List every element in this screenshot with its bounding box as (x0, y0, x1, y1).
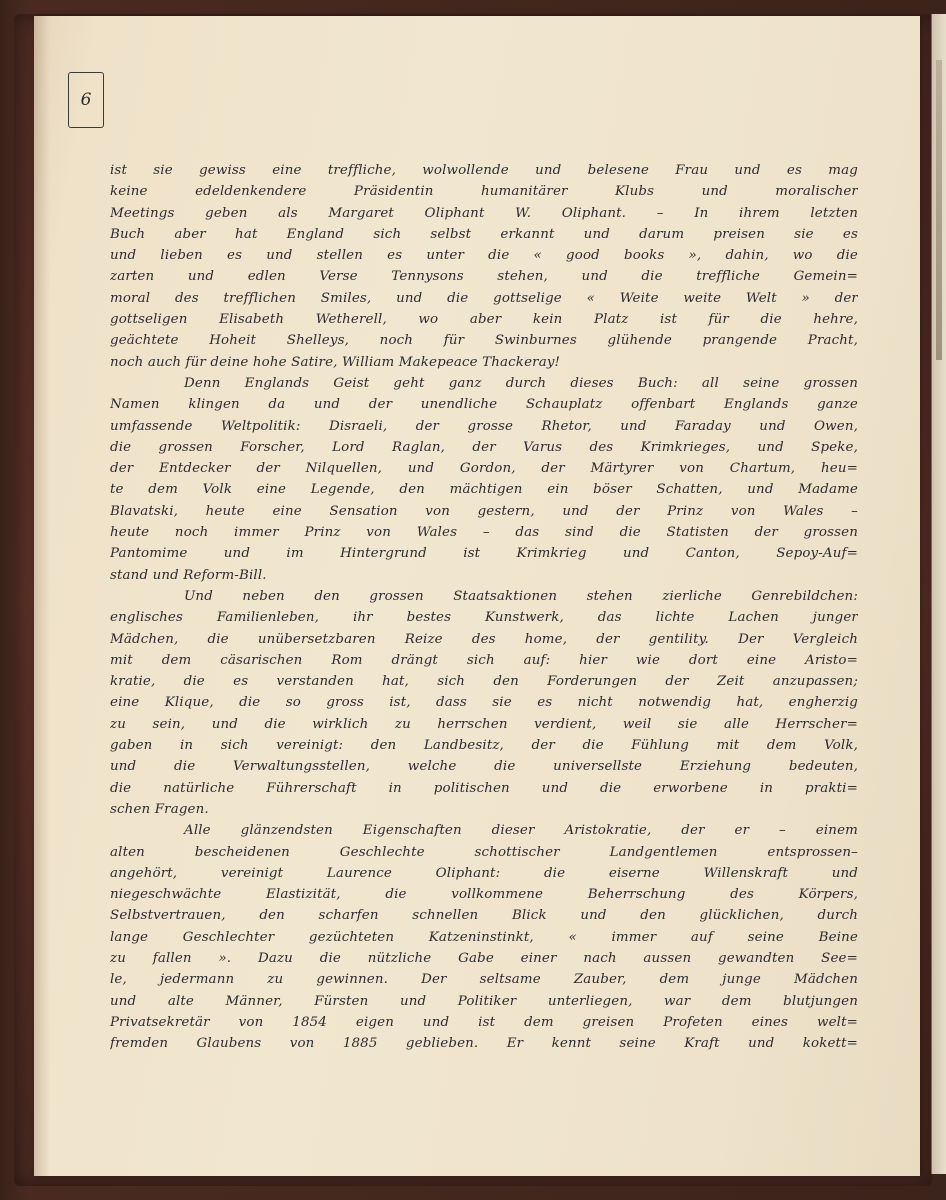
text-line: fremden Glaubens von 1885 geblieben. Er kennt seine Kraft und kokett= (110, 1036, 858, 1052)
text-line: noch auch für deine hohe Satire, William Makepeace Thackeray! (110, 354, 561, 370)
text-line: zu fallen ». Dazu die nützliche Gabe einer nach aussen gewandten See= (110, 950, 858, 966)
text-line: angehört, vereinigt Laurence Oliphant: die eiserne Willenskraft und (110, 865, 858, 881)
text-line: und alte Männer, Fürsten und Politiker unterliegen, war dem blutjungen (110, 993, 858, 1009)
text-line: schen Fragen. (110, 801, 209, 817)
text-line: englisches Familienleben, ihr bestes Kunstwerk, das lichte Lachen junger (110, 610, 858, 626)
text-line: Pantomime und im Hintergrund ist Krimkrieg und Canton, Sepoy-Auf= (110, 546, 858, 562)
text-line: Meetings geben als Margaret Oliphant W. Oliphant. – In ihrem letzten (110, 205, 858, 221)
text-line: und die Verwaltungsstellen, welche die universellste Erziehung bedeuten, (110, 759, 858, 775)
text-line: gaben in sich vereinigt: den Landbesitz, der die Fühlung mit dem Volk, (110, 738, 858, 754)
text-line: le, jedermann zu gewinnen. Der seltsame Zauber, dem junge Mädchen (110, 972, 858, 988)
text-line: niegeschwächte Elastizität, die vollkommene Beherrschung des Körpers, (110, 887, 858, 903)
text-line: Blavatski, heute eine Sensation von gestern, und der Prinz von Wales – (110, 503, 858, 519)
text-line: Mädchen, die unübersetzbaren Reize des home, der gentility. Der Vergleich (110, 631, 858, 647)
text-line: geächtete Hoheit Shelleys, noch für Swinburnes glühende prangende Pracht, (110, 333, 858, 349)
text-line: keine edeldenkendere Präsidentin humanitärer Klubs und moralischer (110, 184, 858, 200)
text-line: eine Klique, die so gross ist, dass sie es nicht notwendig hat, engherzig (110, 695, 858, 711)
text-line: Privatsekretär von 1854 eigen und ist dem greisen Profeten eines welt= (110, 1014, 858, 1030)
text-line: moral des trefflichen Smiles, und die gottselige « Weite weite Welt » der (110, 290, 858, 306)
text-line: die natürliche Führerschaft in politischen und die erworbene in prakti= (110, 780, 858, 796)
text-line: zarten und edlen Verse Tennysons stehen, und die treffliche Gemein= (110, 269, 858, 285)
text-line: Buch aber hat England sich selbst erkannt und darum preisen sie es (110, 226, 858, 242)
text-line: mit dem cäsarischen Rom drängt sich auf: hier wie dort eine Aristo= (110, 652, 858, 668)
text-line: stand und Reform-Bill. (110, 567, 267, 583)
text-line: umfassende Weltpolitik: Disraeli, der grosse Rhetor, und Faraday und Owen, (110, 418, 858, 434)
text-line: Denn Englands Geist geht ganz durch dieses Buch: all seine grossen (184, 375, 858, 391)
text-line: heute noch immer Prinz von Wales – das sind die Statisten der grossen (110, 525, 858, 541)
text-line: lange Geschlechter gezüchteten Katzeninstinkt, « immer auf seine Beine (110, 929, 858, 945)
text-line: te dem Volk eine Legende, den mächtigen ein böser Schatten, und Madame (110, 482, 858, 498)
text-line: ist sie gewiss eine treffliche, wolwollende und belesene Frau und es mag (110, 163, 858, 178)
text-line: Alle glänzendsten Eigenschaften dieser Aristokratie, der er – einem (184, 823, 858, 839)
text-line: der Entdecker der Nilquellen, und Gordon, der Märtyrer von Chartum, heu= (110, 461, 858, 477)
page-number-box (68, 72, 104, 128)
page-edge-strip (936, 60, 942, 360)
text-line: Namen klingen da und der unendliche Schauplatz offenbart Englands ganze (110, 397, 858, 413)
page-number: 6 (80, 90, 92, 110)
text-line: die grossen Forscher, Lord Raglan, der Varus des Krimkrieges, und Speke, (110, 439, 858, 455)
text-line: und lieben es und stellen es unter die « good books », dahin, wo die (110, 248, 858, 264)
handwritten-text-block (110, 160, 858, 1054)
text-line: zu sein, und die wirklich zu herrschen verdient, weil sie alle Herrscher= (110, 716, 858, 732)
text-line: kratie, die es verstanden hat, sich den Forderungen der Zeit anzupassen; (110, 674, 858, 690)
text-line: Selbstvertrauen, den scharfen schnellen Blick und den glücklichen, durch (110, 908, 858, 924)
text-line: Und neben den grossen Staatsaktionen stehen zierliche Genrebildchen: (184, 588, 858, 604)
text-line: alten bescheidenen Geschlechte schottischer Landgentlemen entsprossen– (110, 844, 858, 860)
text-line: gottseligen Elisabeth Wetherell, wo aber kein Platz ist für die hehre, (110, 312, 858, 328)
